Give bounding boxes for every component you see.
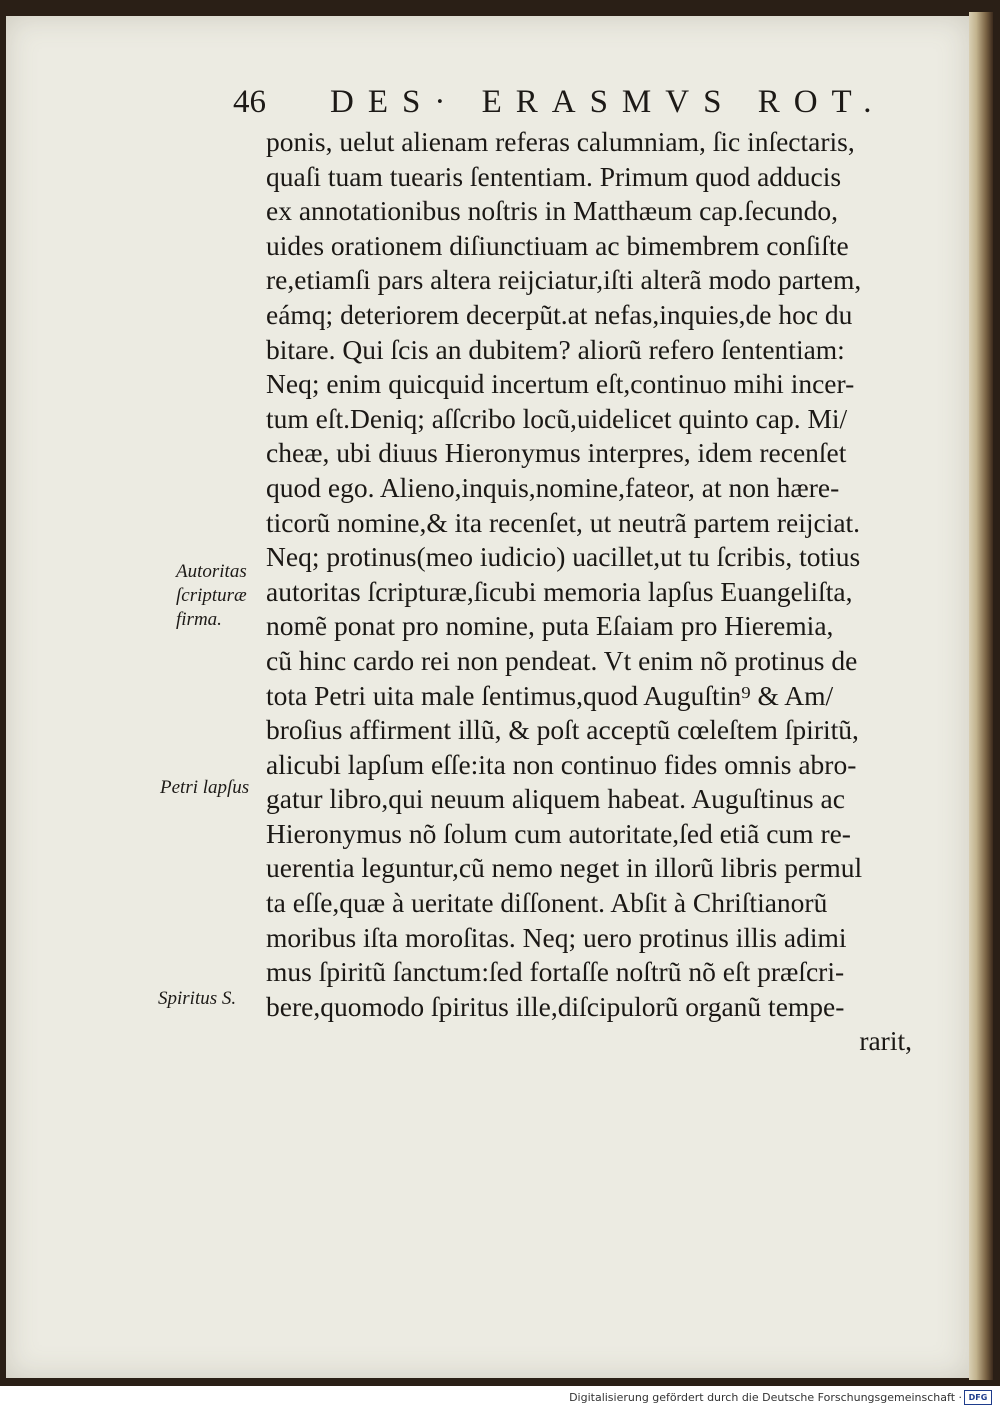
text-line: autoritas ſcripturæ,ſicubi memoria lapſus Euangeliſta, bbox=[266, 575, 853, 607]
dfg-logo: DFG bbox=[964, 1390, 992, 1405]
text-line: tota Petri uita male ſentimus,quod Auguſtin⁹ & Am/ bbox=[266, 679, 834, 711]
text-line: Hieronymus nõ ſolum cum autoritate,ſed etiã cum re- bbox=[266, 817, 851, 849]
text-line: nomẽ ponat pro nomine, puta Eſaiam pro Hieremia, bbox=[266, 610, 834, 642]
running-head bbox=[233, 84, 913, 124]
text-line: cũ hinc cardo rei non pendeat. Vt enim nõ protinus de bbox=[266, 644, 858, 676]
marginal-note-petri: Petri lapſus bbox=[160, 777, 250, 798]
catchword: rarit, bbox=[859, 1025, 912, 1057]
text-line: bitare. Qui ſcis an dubitem? aliorũ refero ſententiam: bbox=[266, 333, 845, 365]
text-line: re,etiamſi pars altera reijciatur,iſti alterã modo partem, bbox=[266, 264, 862, 296]
text-line: moribus iſta moroſitas. Neq; uero protinus illis adimi bbox=[266, 921, 847, 953]
marginal-note-spiritus: Spiritus S. bbox=[158, 988, 237, 1009]
text-line: cheæ, ubi diuus Hieronymus interpres, idem recenſet bbox=[266, 437, 847, 469]
page-number: 46 bbox=[233, 84, 266, 120]
text-line: tum eſt.Deniq; aſſcribo locũ,uidelicet quinto cap. Mi/ bbox=[266, 402, 848, 434]
text-line: uerentia leguntur,cũ nemo neget in illorũ libris permul bbox=[266, 852, 863, 884]
text-line: ex annotationibus noſtris in Matthæum cap.ſecundo, bbox=[266, 195, 839, 227]
main-text bbox=[266, 125, 926, 1059]
text-line: ticorũ nomine,& ita recenſet, ut neutrã partem reijciat. bbox=[266, 506, 861, 538]
text-line: uides orationem diſiunctiuam ac bimembrem conſiſte bbox=[266, 229, 849, 261]
text-line: gatur libro,qui neuum aliquem habeat. Auguſtinus ac bbox=[266, 783, 845, 815]
text-line: eámq; deteriorem decerpũt.at nefas,inquies,de hoc du bbox=[266, 298, 853, 330]
digitization-footer bbox=[0, 1386, 1000, 1408]
running-title: DES· ERASMVS ROT. bbox=[330, 84, 886, 120]
text-line: quaſi tuam tuearis ſententiam. Primum quod adducis bbox=[266, 160, 842, 192]
text-line: Neq; enim quicquid incertum eſt,continuo mihi incer- bbox=[266, 368, 855, 400]
footer-credit: Digitalisierung gefördert durch die Deutsche Forschungsgemeinschaft · bbox=[569, 1391, 962, 1404]
text-line: ponis, uelut alienam referas calumniam, ſic inſectaris, bbox=[266, 126, 855, 157]
text-line: ta eſſe,quæ à ueritate diſſonent. Abſit à Chriſtianorũ bbox=[266, 887, 828, 919]
text-line: bere,quomodo ſpiritus ille,diſcipulorũ organũ tempe- bbox=[266, 990, 845, 1022]
page-edge bbox=[969, 12, 993, 1380]
text-line: quod ego. Alieno,inquis,nomine,fateor, at non hære- bbox=[266, 471, 840, 503]
text-line: mus ſpiritũ ſanctum:ſed fortaſſe noſtrũ nõ eſt præſcri- bbox=[266, 956, 845, 988]
text-line: Neq; protinus(meo iudicio) uacillet,ut tu ſcribis, totius bbox=[266, 541, 861, 573]
text-line: alicubi lapſum eſſe:ita non continuo fides omnis abro- bbox=[266, 748, 857, 780]
marginal-note-autoritas: Autoritas ſcripturæ firma. bbox=[176, 561, 247, 630]
text-line: broſius affirment illũ, & poſt acceptũ cœleſtem ſpiritũ, bbox=[266, 714, 859, 746]
